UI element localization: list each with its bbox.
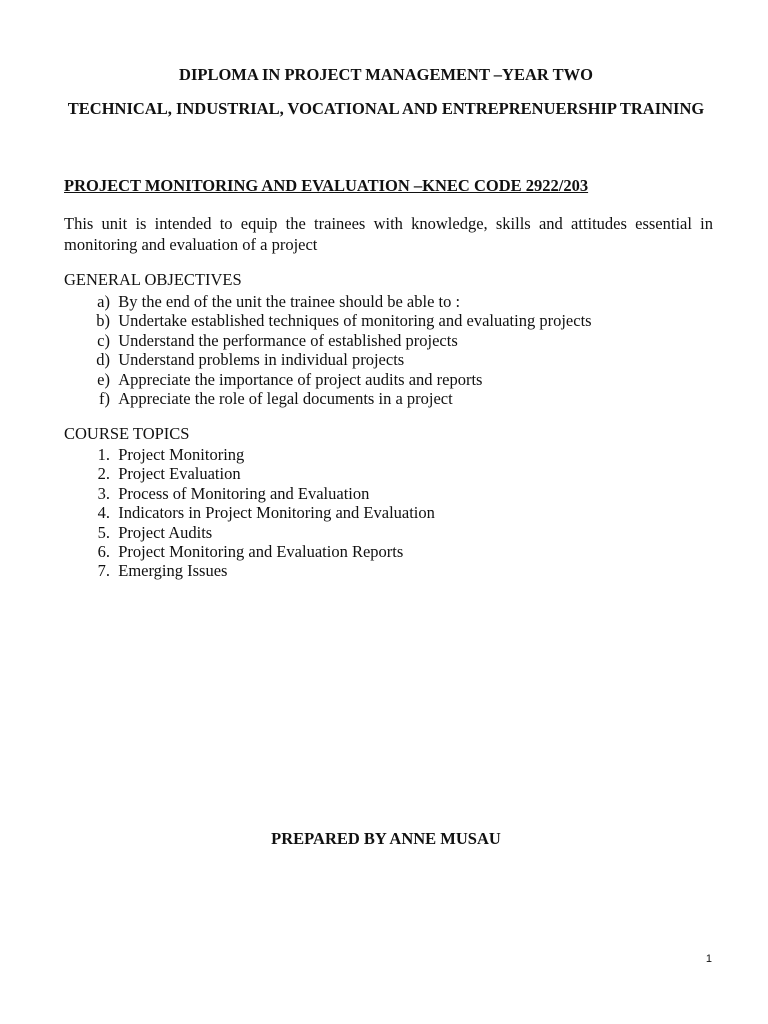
list-item — [64, 292, 592, 311]
list-item — [64, 484, 435, 503]
list-item-text: Project Monitoring and Evaluation Reports — [118, 541, 404, 561]
list-marker: e) — [97, 369, 110, 389]
list-item — [64, 445, 435, 464]
unit-intro-paragraph: This unit is intended to equip the trainees with knowledge, skills and attitudes essential in monitoring and evaluation of a project — [64, 214, 713, 254]
list-marker: f) — [99, 388, 110, 408]
list-item-text: By the end of the unit the trainee should be able to : — [118, 292, 461, 311]
list-marker: 2. — [97, 464, 110, 484]
list-item-text: Appreciate the importance of project audits and reports — [118, 369, 483, 389]
course-topics-list — [64, 445, 435, 581]
list-item-text: Emerging Issues — [118, 561, 228, 581]
list-marker: 5. — [97, 522, 110, 542]
page-number: 1 — [705, 953, 712, 965]
list-item-text: Understand the performance of established projects — [118, 330, 458, 350]
list-marker: 6. — [97, 541, 110, 561]
list-item — [64, 350, 592, 369]
list-item-text: Project Audits — [118, 522, 213, 542]
list-item-text: Project Evaluation — [118, 464, 241, 484]
list-item — [64, 464, 435, 483]
list-marker: 1. — [97, 445, 110, 464]
list-item — [64, 561, 435, 580]
list-marker: 4. — [97, 503, 110, 523]
document-title: DIPLOMA IN PROJECT MANAGEMENT –YEAR TWO — [179, 65, 593, 84]
list-item — [64, 311, 592, 330]
document-subtitle: TECHNICAL, INDUSTRIAL, VOCATIONAL AND ENTREPRENUERSHIP TRAINING — [67, 99, 705, 118]
general-objectives-list — [64, 292, 592, 408]
list-item — [64, 370, 592, 389]
course-topics-heading: COURSE TOPICS — [64, 424, 190, 443]
list-item — [64, 389, 592, 408]
list-item-text: Process of Monitoring and Evaluation — [118, 483, 370, 503]
list-item-text: Indicators in Project Monitoring and Evaluation — [118, 503, 435, 523]
list-item-text: Appreciate the role of legal documents in a project — [118, 388, 453, 408]
list-marker: c) — [97, 330, 110, 350]
list-marker: b) — [96, 311, 110, 331]
list-item — [64, 503, 435, 522]
list-marker: a) — [97, 292, 110, 311]
prepared-by: PREPARED BY ANNE MUSAU — [271, 829, 501, 848]
list-marker: 7. — [97, 561, 110, 581]
list-item-text: Undertake established techniques of monitoring and evaluating projects — [118, 311, 592, 331]
list-marker: d) — [96, 350, 110, 370]
unit-heading: PROJECT MONITORING AND EVALUATION –KNEC CODE 2922/203 — [64, 176, 589, 195]
list-item — [64, 523, 435, 542]
general-objectives-heading: GENERAL OBJECTIVES — [64, 270, 242, 289]
list-item-text: Understand problems in individual projects — [118, 350, 405, 370]
list-marker: 3. — [97, 483, 110, 503]
list-item — [64, 542, 435, 561]
list-item — [64, 331, 592, 350]
list-item-text: Project Monitoring — [118, 445, 245, 464]
